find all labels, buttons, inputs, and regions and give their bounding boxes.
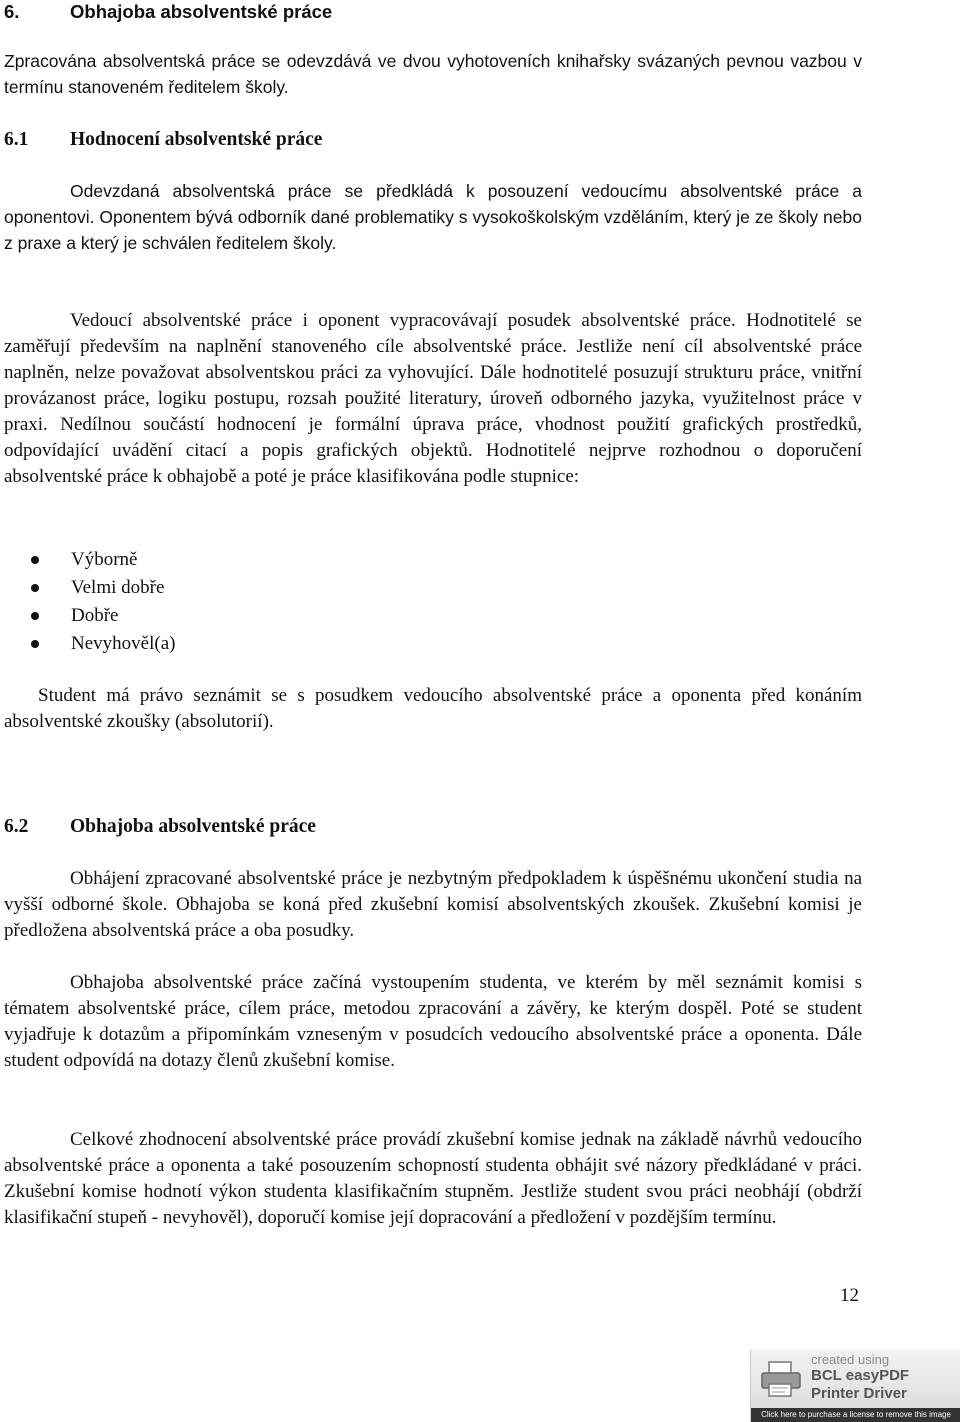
section-6-1-paragraph-2	[4, 308, 862, 490]
section-6-2-paragraph-1	[4, 866, 862, 944]
grade-list	[4, 546, 862, 658]
section-title: Hodnocení absolventské práce	[70, 129, 323, 150]
bullet-icon	[31, 584, 39, 592]
section-title: Obhajoba absolventské práce	[70, 816, 316, 837]
bullet-icon	[31, 640, 39, 648]
section-6-1-heading	[4, 128, 322, 152]
paragraph: Zpracována absolventská práce se odevzdává ve dvou vyhotoveních knihařsky svázaných pevnou vazbou v termínu stanoveném ředitelem školy.	[4, 51, 862, 97]
section-number: 6.	[4, 1, 20, 22]
watermark-product: BCL easyPDF	[811, 1367, 910, 1384]
section-number: 6.1	[4, 129, 29, 150]
watermark-subtitle: Printer Driver	[811, 1385, 907, 1402]
list-item: Dobře	[4, 602, 862, 630]
list-item: Nevyhověl(a)	[4, 630, 862, 658]
list-item: Velmi dobře	[4, 574, 862, 602]
section-6-intro-block	[4, 48, 862, 100]
section-6-1-paragraph-1	[4, 178, 862, 256]
watermark-badge[interactable]	[750, 1350, 960, 1422]
section-6-heading	[4, 0, 332, 24]
section-6-2-paragraph-3	[4, 1127, 862, 1231]
paragraph: Obhájení zpracované absolventské práce je nezbytným předpokladem k úspěšnému ukončení studia na vyšší odborné škole. Obhajoba se koná před zkušební komisí absolventských zkoušek. Zkušební komisi je předložena absolventská práce a oba posudky.	[4, 868, 862, 941]
section-6-1-closing	[4, 683, 862, 735]
list-item: Výborně	[4, 546, 862, 574]
purchase-license-link[interactable]: Click here to purchase a license to remove this image	[751, 1408, 960, 1422]
paragraph: Odevzdaná absolventská práce se předkládá k posouzení vedoucímu absolventské práce a oponentovi. Oponentem bývá odborník dané problematiky s vysokoškolským vzděláním, který je ze školy nebo z praxe a který je schválen ředitelem školy.	[4, 181, 862, 253]
bullet-icon	[31, 612, 39, 620]
page-number: 12	[840, 1285, 859, 1306]
paragraph: Vedoucí absolventské práce i oponent vypracovávají posudek absolventské práce. Hodnotitelé se zaměřují především na naplnění stanoveného cíle absolventské práce. Jestliže není cíl absolventské práce naplněn, nelze považovat absolventskou práci za vyhovující. Dále hodnotitelé posuzují strukturu práce, vnitřní provázanost práce, logiku postupu, rozsah použité literatury, úroveň odborného jazyka, využitelnost práce v praxi. Nedílnou součástí hodnocení je formální úprava práce, vhodnost použití grafických prostředků, odpovídající uvádění citací a popis grafických objektů. Hodnotitelé nejprve rozhodnou o doporučení absolventské práce k obhajobě a poté je práce klasifikována podle stupnice:	[4, 310, 862, 487]
watermark-text: created using	[811, 1352, 890, 1367]
bullet-icon	[31, 556, 39, 564]
section-6-2-paragraph-2	[4, 970, 862, 1074]
paragraph: Celkové zhodnocení absolventské práce provádí zkušební komise jednak na základě návrhů vedoucího absolventské práce a oponenta a také posouzením schopností studenta obhájit své názory předkládané v práci. Zkušební komise hodnotí výkon studenta klasifikačním stupněm. Jestliže student svou práci neobhájí (obdrží klasifikační stupeň - nevyhověl), doporučí komise její dopracování a předložení v pozdějším termínu.	[4, 1129, 862, 1228]
section-title: Obhajoba absolventské práce	[70, 1, 333, 22]
section-6-2-heading	[4, 815, 316, 839]
section-number: 6.2	[4, 816, 29, 837]
paragraph: Obhajoba absolventské práce začíná vystoupením studenta, ve kterém by měl seznámit komisi s tématem absolventské práce, cílem práce, metodou zpracování a závěry, ke kterým dospěl. Poté se student vyjadřuje k dotazům a připomínkám vzneseným v posudcích vedoucího absolventské práce a oponenta. Dále student odpovídá na dotazy členů zkušební komise.	[4, 972, 862, 1071]
paragraph: Student má právo seznámit se s posudkem vedoucího absolventské práce a oponenta před konáním absolventské zkoušky (absolutorií).	[4, 685, 862, 732]
printer-icon	[759, 1360, 803, 1398]
